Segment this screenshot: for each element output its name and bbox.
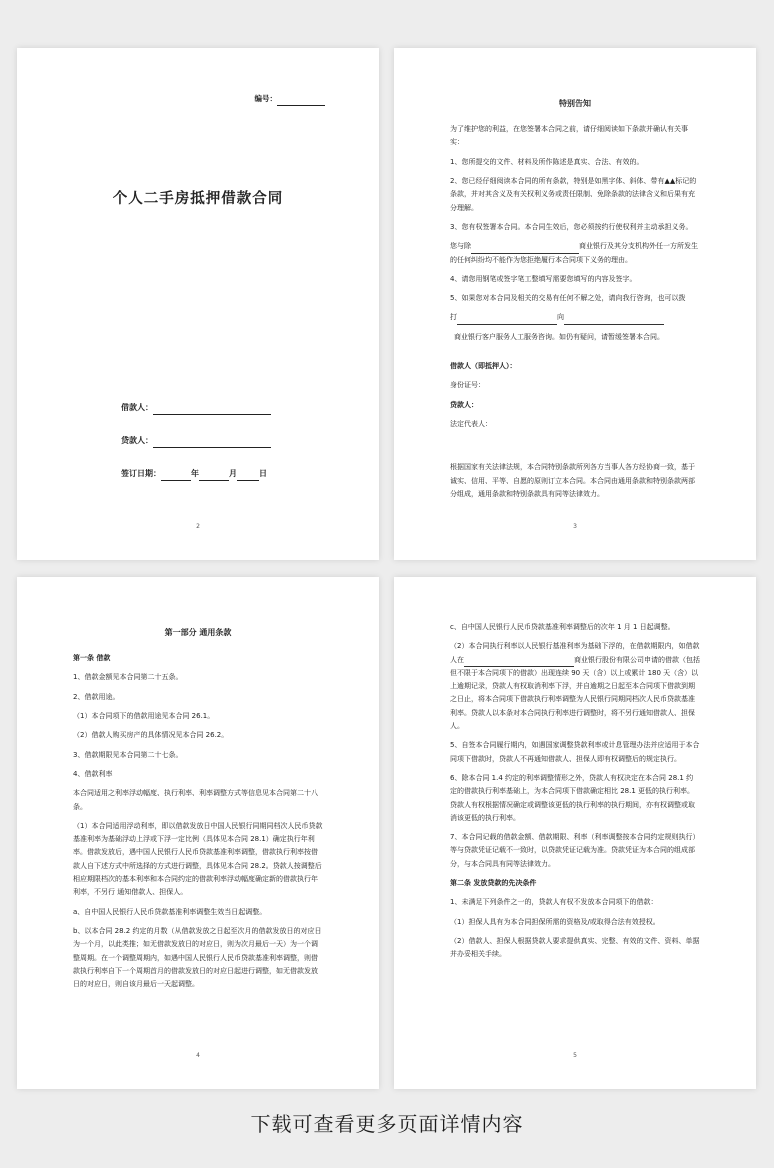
paragraph: 4、借款利率 xyxy=(73,769,113,778)
page-general-terms xyxy=(17,577,379,1089)
paragraph: 5、自签本合同履行期内，如遇国家调整贷款利率或计息管理办法并应适用于本合同项下借款时，贷款人不再通知借款人、担保人即有权调整后的规定执行。 xyxy=(450,741,700,763)
page-general-terms-continued xyxy=(394,577,756,1089)
page-number: 3 xyxy=(573,522,577,530)
paragraph: 4、请您用钢笔或签字笔工整填写需要您填写的内容及签字。 xyxy=(450,274,637,283)
paragraph: （1）本合同项下的借款用途见本合同 26.1。 xyxy=(73,712,215,721)
download-prompt: 下载可查看更多页面详情内容 xyxy=(250,1112,524,1136)
id-label: 身份证号： xyxy=(450,381,485,390)
paragraph: （1）本合同适用浮动利率，即以借款发放日中国人民银行同期同档次人民币贷款基准利率为基础浮动上浮或下浮一定比例（具体见本合同 28.1）确定执行年利率。借款发放后，遇中国人民银行人民币贷款基准利率调整，借款执行利率按借款人自下述方式中所选择的方式进行调整，具体见本合同 28.2。贷款人按调整后相应期限档次的基本利率和本合同约定的借款利率浮动幅度确定新的借款执行年利率，不另行 通知借款人、担保人。 xyxy=(73,821,323,897)
paragraph: b、以本合同 28.2 约定的月数（从借款发放之日起至次月的借款发放日的对应日为一个月，以此类推；如无借款发放日的对应日，则为次月最后一天）为一个调整周期。在一个调整周期内，如遇中国人民银行人民币贷款基准利率调整，则借款执行利率自下一个周期首月的借款发放日的对应日起进行调整，如无借款发放日的对应日，则自该月最后一天起调整。 xyxy=(73,926,322,989)
paragraph: 打 向 xyxy=(450,311,700,324)
lender-label: 贷款人： xyxy=(450,400,478,409)
paragraph: 您与除 商业银行及其分支机构外任一方所发生的任何纠纷均不能作为您拒绝履行本合同项下义务的理由。 xyxy=(450,242,698,264)
cover-lender-row: 贷款人： xyxy=(121,433,271,448)
representative-label: 法定代表人： xyxy=(450,419,492,428)
section-title: 特别告知 xyxy=(559,99,591,108)
paragraph: c、自中国人民银行人民币贷款基准利率调整后的次年 1 月 1 日起调整。 xyxy=(450,623,675,631)
paragraph: 1、您所提交的文件、材料及所作陈述是真实、合法、有效的。 xyxy=(450,157,644,166)
cover-borrower-row: 借款人： xyxy=(121,400,271,415)
paragraph: 2、您已经仔细阅读本合同的所有条款，特别是如黑字体、斜体、带有▲▲标记的条款，并对其含义及有关权利义务或责任限制、免除条款的法律含义和后果有充分理解。 xyxy=(450,177,697,212)
paragraph: （2）借款人、担保人根据贷款人要求提供真实、完整、有效的文件、资料、单据并办妥相关手续。 xyxy=(450,936,700,959)
borrower-label: 借款人（即抵押人）： xyxy=(450,362,517,371)
paragraph: 2、借款用途。 xyxy=(73,692,120,701)
page-number: 5 xyxy=(573,1051,577,1059)
paragraph: 为了维护您的利益，在您签署本合同之前，请仔细阅读如下条款并确认有关事实： xyxy=(450,125,688,147)
page-number: 2 xyxy=(196,522,200,530)
contract-title: 个人二手房抵押借款合同 xyxy=(112,191,284,207)
paragraph: 1、未满足下列条件之一的，贷款人有权不发放本合同项下的借款： xyxy=(450,898,658,907)
paragraph: 7、本合同记载的借款金额、借款期限、利率（利率调整按本合同约定规则执行）等与贷款凭证记载不一致时，以贷款凭证记载为准。贷款凭证为本合同的组成部分，与本合同具有同等法律效力。 xyxy=(450,833,700,868)
paragraph: 5、如果您对本合同及相关的交易有任何不解之处，请向我行咨询，也可以拨 xyxy=(450,294,686,303)
cover-date-row: 签订日期： 年 月 日 xyxy=(121,466,267,481)
paragraph: （2）本合同执行利率以人民银行基准利率为基础下浮的，在借款期限内，如借款人在 商业银行股份有限公司申请的借款（包括但不限于本合同项下的借款）出现连续 90 天（含）以上或累计 180 天（含）以上逾期记录，贷款人有权取消利率下浮，并自逾期之日起至本合同项下借款到期之日止，将本合同项下借款执行利率调整为人民银行同期同档次人民币贷款基准利率。贷款人以本条对本合同执行利率进行调整时，将不另行通知借款人、担保人。 xyxy=(450,642,700,731)
lender-field xyxy=(153,438,271,448)
paragraph: 根据国家有关法律法规，本合同特别条款所列各方当事人各方经协商一致，基于诚实、信用、平等、自愿的原则订立本合同。本合同由通用条款和特别条款两部分组成，通用条款和特别条款具有同等法律效力。 xyxy=(450,463,695,498)
page-number: 4 xyxy=(196,1051,200,1059)
page-cover xyxy=(17,48,379,560)
paragraph: 商业银行客户服务人工服务咨询。如仍有疑问，请暂缓签署本合同。 xyxy=(454,332,664,341)
paragraph: 3、您有权签署本合同。本合同生效后，您必须按约行使权利并主动承担义务。 xyxy=(450,222,693,231)
article-heading: 第二条 发放贷款的先决条件 xyxy=(450,879,537,888)
contract-number: 编号： xyxy=(255,92,326,106)
article-heading: 第一条 借款 xyxy=(73,654,111,663)
paragraph: （1）担保人具有为本合同担保所需的资格及/或取得合法有效授权。 xyxy=(450,917,660,926)
paragraph: （2）借款人购买房产的具体情况见本合同 26.2。 xyxy=(73,731,229,740)
paragraph: 6、除本合同 1.4 约定的利率调整情形之外，贷款人有权决定在本合同 28.1 约定的借款执行利率基础上，为本合同项下借款确定相比 28.1 更低的执行利率。贷款人有权根据情况确定或调整该更低的执行利率的执行期间，亦有权调整或取消该更低的执行利率。 xyxy=(450,773,695,822)
paragraph: a、自中国人民银行人民币贷款基准利率调整生效当日起调整。 xyxy=(73,907,267,916)
number-field xyxy=(277,97,325,106)
page-special-notice xyxy=(394,48,756,560)
borrower-field xyxy=(153,405,271,415)
paragraph: 本合同适用之利率浮动幅度、执行利率、利率调整方式等信息见本合同第二十八条。 xyxy=(73,789,318,811)
paragraph: 3、借款期限见本合同第二十七条。 xyxy=(73,750,183,759)
paragraph: 1、借款金额见本合同第二十五条。 xyxy=(73,673,183,682)
section-title: 第一部分 通用条款 xyxy=(164,628,232,637)
